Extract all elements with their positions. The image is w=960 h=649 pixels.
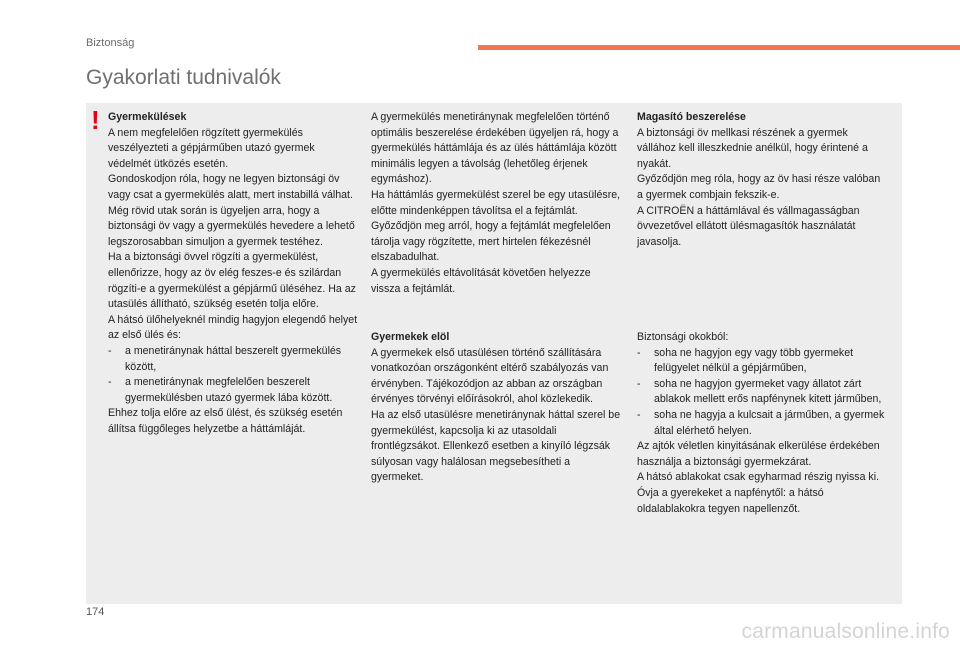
warning-column xyxy=(108,110,358,437)
list-item-text: soha ne hagyja a kulcsait a járműben, a gyermek által elérhető helyen. xyxy=(654,408,885,437)
list-item-text: a menetiránynak megfelelően beszerelt gyermekülésben utazó gyermek lába között. xyxy=(125,376,333,404)
paragraph: A gyermekek első utasülésen történő szállítására vonatkozóan országonként eltérő szabályozás van érvényben. Tájékozódjon az abban az országban érvényes törvényi előírásokról, ahol közlekedik. xyxy=(371,346,609,406)
safety-reasons-section xyxy=(637,330,887,517)
list-item-text: soha ne hagyjon gyermeket vagy állatot zárt ablakok mellett erős napfénynek kitett járműben, xyxy=(654,377,882,406)
page-number: 174 xyxy=(86,606,105,618)
list-item-text: a menetiránynak háttal beszerelt gyermekülés között, xyxy=(125,344,342,373)
exclamation-icon: ! xyxy=(91,105,100,135)
section-heading: Gyermekek elöl xyxy=(371,331,450,343)
list-dash: - xyxy=(637,346,641,359)
warning-paragraph: A nem megfelelően rögzített gyermekülés veszélyezteti a gépjárműben utazó gyermek védelmét ütközés esetén. xyxy=(108,126,315,170)
list-dash: - xyxy=(108,344,112,357)
warning-closing: Ehhez tolja előre az első ülést, és szükség esetén állítsa függőleges helyzetbe a háttámláját. xyxy=(108,407,343,435)
paragraph: A gyermekülés menetiránynak megfelelően történő optimális beszerelése érdekében ügyeljen rá, hogy a gyermekülés háttámlája és az ülés háttámlája között minimális legyen a távolság (lehetőleg érjenek egymáshoz). xyxy=(371,111,619,186)
list-item xyxy=(637,377,887,408)
list-dash: - xyxy=(108,376,112,389)
booster-section xyxy=(637,110,887,250)
paragraph: A hátsó ablakokat csak egyharmad részig nyissa ki. xyxy=(637,471,880,484)
list-dash: - xyxy=(637,408,641,421)
headrest-section xyxy=(371,110,621,297)
paragraph: Győződjön meg róla, hogy az öv hasi része valóban a gyermek combjain fekszik-e. xyxy=(637,173,881,201)
section-heading: Magasító beszerelése xyxy=(637,111,746,123)
paragraph: A CITROËN a háttámlával és vállmagasságban övvezetővel ellátott ülésmagasítók használatát javasolja. xyxy=(637,204,860,248)
paragraph: Ha az első utasülésre menetiránynak háttal szerel be gyermekülést, kapcsolja ki az utasoldali frontlégzsákot. Ellenkező esetben a kinyíló légzsák súlyosan vagy halálosan megsebesítheti a gyermeket. xyxy=(371,408,621,484)
list-item xyxy=(637,408,887,439)
paragraph: A gyermekülés eltávolítását követően helyezze vissza a fejtámlát. xyxy=(371,266,591,295)
list-item xyxy=(108,375,358,406)
watermark: carmanualsonline.info xyxy=(741,620,950,643)
section-label: Biztonság xyxy=(86,37,135,49)
warning-paragraph: Ha a biztonsági övvel rögzíti a gyermekülést, ellenőrizze, hogy az öv elég feszes-e és szilárdan rögzíti-e a gyermekülést a gépjármű üléséhez. Ha az utasülés állítható, szükség esetén tolja előre. xyxy=(108,251,356,311)
paragraph: Óvja a gyerekeket a napfénytől: a hátsó oldalablakokra tegyen napellenzőt. xyxy=(637,486,824,515)
warning-paragraph: Még rövid utak során is ügyeljen arra, hogy a biztonsági öv vagy a gyermekülés hevedere a lehető legszorosabban simuljon a gyermek testéhez. xyxy=(108,204,355,248)
list-item-text: soha ne hagyjon egy vagy több gyermeket felügyelet nélkül a gépjárműben, xyxy=(654,346,854,375)
list-dash: - xyxy=(637,377,641,390)
page-title: Gyakorlati tudnivalók xyxy=(86,66,281,89)
list-item xyxy=(108,344,358,375)
paragraph: Győződjön meg arról, hogy a fejtámlát megfelelően tárolja vagy rögzítette, mert hirtelen fékezésnél elszabadulhat. xyxy=(371,220,611,264)
paragraph: A biztonsági öv mellkasi részének a gyermek vállához kell illeszkednie anélkül, hogy érintené a nyakát. xyxy=(637,126,868,170)
warning-heading: Gyermekülések xyxy=(108,111,187,123)
children-front-section xyxy=(371,330,621,486)
header-accent-rule xyxy=(478,45,960,50)
warning-paragraph: Gondoskodjon róla, hogy ne legyen biztonsági öv vagy csat a gyermekülés alatt, mert instabillá válhat. xyxy=(108,173,353,201)
paragraph: Ha háttámlás gyermekülést szerel be egy utasülésre, előtte mindenképpen távolítsa el a fejtámlát. xyxy=(371,188,621,217)
list-item xyxy=(637,346,887,377)
warning-paragraph: A hátsó ülőhelyeknél mindig hagyjon elegendő helyet az első ülés és: xyxy=(108,313,358,342)
safety-intro: Biztonsági okokból: xyxy=(637,331,729,343)
paragraph: Az ajtók véletlen kinyitásának elkerülése érdekében használja a biztonsági gyermekzárat. xyxy=(637,440,880,468)
